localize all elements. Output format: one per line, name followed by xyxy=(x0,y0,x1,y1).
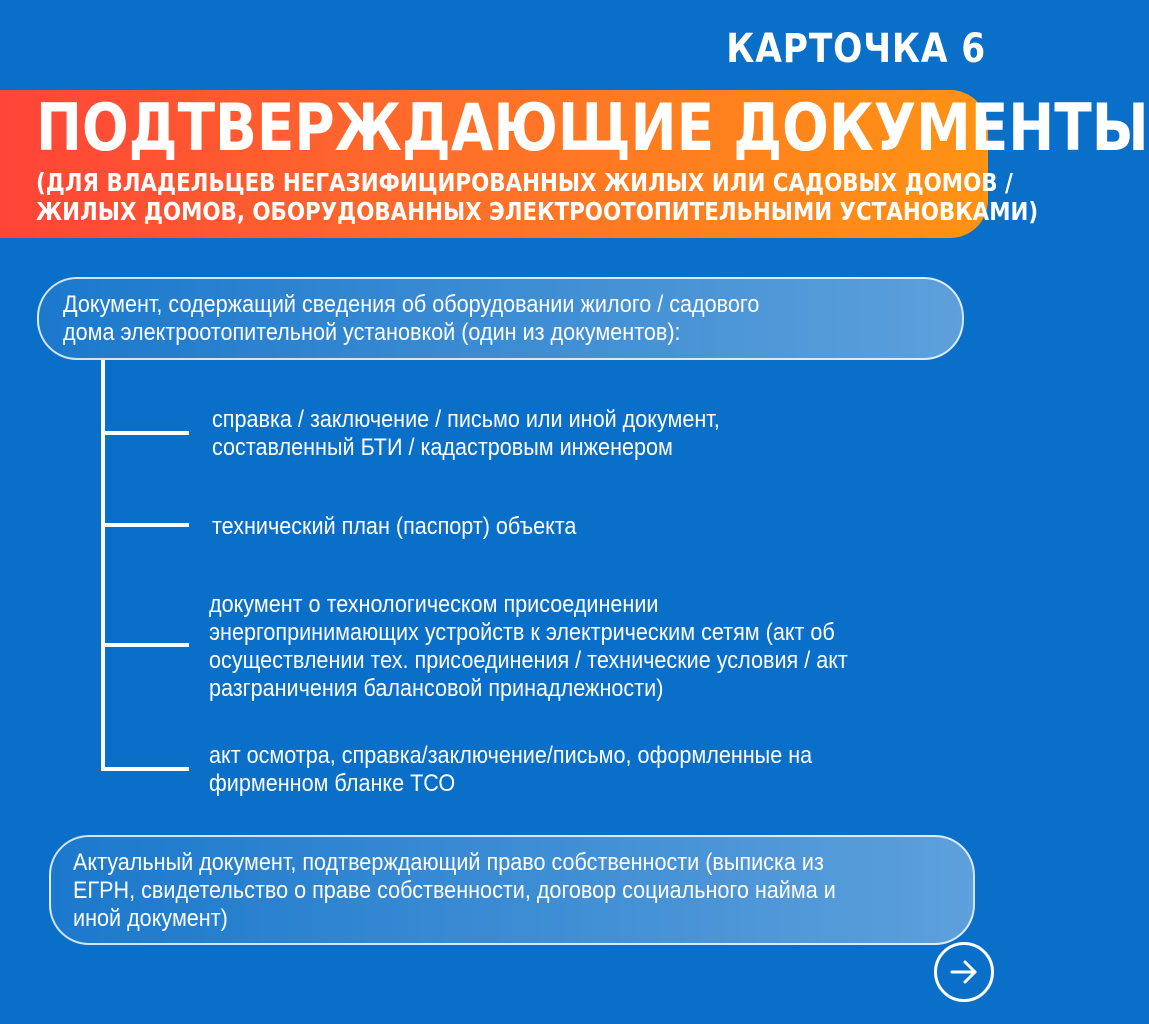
next-card-button[interactable] xyxy=(934,942,994,1002)
text-line: документ о технологическом присоединении xyxy=(209,591,659,618)
text-line: технический план (паспорт) объекта xyxy=(212,513,577,540)
subtitle-line: ЖИЛЫХ ДОМОВ, ОБОРУДОВАННЫХ ЭЛЕКТРООТОПИТЕЛЬНЫМИ УСТАНОВКАМИ) xyxy=(36,197,1039,226)
tree-branch-line xyxy=(101,643,189,647)
text-line: разграничения балансовой принадлежности) xyxy=(209,675,664,702)
option-grid-connection-document xyxy=(209,591,848,703)
page-subtitle xyxy=(36,168,1038,226)
text-line: осуществлении тех. присоединения / технические условия / акт xyxy=(209,647,848,674)
page-title: ПОДТВЕРЖДАЮЩИЕ ДОКУМЕНТЫ xyxy=(36,91,1149,166)
text-line: энергопринимающих устройств к электрическим сетям (акт об xyxy=(209,619,835,646)
option-technical-plan xyxy=(212,513,576,541)
text-line: справка / заключение / письмо или иной документ, xyxy=(212,406,720,433)
tree-branch-line xyxy=(101,767,189,771)
subtitle-line: (ДЛЯ ВЛАДЕЛЬЦЕВ НЕГАЗИФИЦИРОВАННЫХ ЖИЛЫХ ИЛИ САДОВЫХ ДОМОВ / xyxy=(36,168,1013,197)
tree-branch-line xyxy=(101,523,189,527)
text-line: дома электроотопительной установкой (один из документов): xyxy=(63,319,681,346)
text-line: ЕГРН, свидетельство о праве собственности, договор социального найма и xyxy=(73,877,836,904)
text-line: фирменном бланке ТСО xyxy=(209,770,456,797)
text-line: иной документ) xyxy=(73,905,228,932)
tree-branch-line xyxy=(101,431,189,435)
text-line: Актуальный документ, подтверждающий право собственности (выписка из xyxy=(73,849,824,876)
option-inspection-act xyxy=(209,742,812,798)
text-line: составленный БТИ / кадастровым инженером xyxy=(212,434,673,461)
card-number: КАРТОЧКА 6 xyxy=(726,26,986,72)
ownership-document-text xyxy=(73,849,836,933)
tree-trunk-line xyxy=(101,360,105,770)
equipment-document-text xyxy=(63,291,759,347)
ownership-document-box xyxy=(49,835,975,945)
text-line: Документ, содержащий сведения об оборудовании жилого / садового xyxy=(63,291,760,318)
option-bti-certificate xyxy=(212,406,720,462)
arrow-right-icon xyxy=(949,957,979,987)
equipment-document-box xyxy=(37,277,964,360)
text-line: акт осмотра, справка/заключение/письмо, оформленные на xyxy=(209,742,813,769)
